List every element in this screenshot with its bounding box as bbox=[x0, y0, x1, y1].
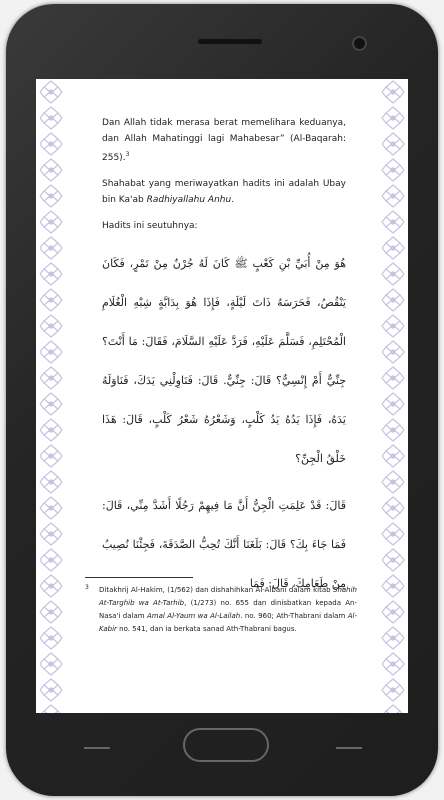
speaker-grille bbox=[198, 39, 262, 44]
front-camera bbox=[352, 36, 367, 51]
ebook-page[interactable] bbox=[36, 79, 408, 713]
page-body bbox=[102, 115, 346, 603]
back-button[interactable] bbox=[84, 747, 110, 749]
paragraph-narrator: Shahabat yang meriwayatkan hadits ini adalah Ubay bin Ka'ab Radhiyallahu Anhu. bbox=[102, 179, 346, 205]
footnote-text: Ditakhrij Al-Hakim, (1/562) dan dishahihkan Al-Albani dalam kitab Shahih At-Targhib wa At-Tarhib, (1/273) no. 655 dan dinisbatkan kepada An-Nasa'i dalam Amal Al-Yaum wa Al-Lailah. no. 960; Ath-Thabrani dalam Al-Kabir no. 541, dan ia berkata sanad Ath-Thabrani bagus. bbox=[99, 586, 358, 633]
arabic-text-block-1: هُوَ مِنْ أُبَيِّ بْنِ كَعْبٍ ﷺ كَانَ لَهُ جُرْنٌ مِنْ تَمْرٍ، فَكَانَ يَنْقُصُ، فَحَرَسَهُ ذَاتَ لَيْلَةٍ، فَإِذَا هُوَ بِدَابَّةٍ شِبْهِ الْغُلَامِ الْمُحْتَلِمِ، فَسَلَّمَ عَلَيْهِ، فَرَدَّ عَلَيْهِ السَّلَامَ، فَقَالَ: مَا أَنْتَ؟ جِنِّيٌّ أَمْ إِنْسِيٌّ؟ قَالَ: جِنِّيٌّ. قَالَ: فَنَاوِلْنِي يَدَكَ، فَنَاوَلَهُ يَدَهُ، فَإِذَا يَدُهُ يَدُ كَلْبٍ، وَشَعْرُهُ شَعْرُ كَلْبٍ، قَالَ: هَذَا خَلْقُ الْجِنِّ؟ bbox=[102, 257, 346, 465]
footnote-ref[interactable]: 3 bbox=[125, 151, 130, 158]
arabic-text-block-2: قَالَ: قَدْ عَلِمَتِ الْجِنُّ أَنَّ مَا فِيهِمْ رَجُلًا أَشَدَّ مِنِّي، قَالَ: فَمَا جَاءَ بِكَ؟ قَالَ: بَلَغَنَا أَنَّكَ تُحِبُّ الصَّدَقَةَ، فَجِئْنَا نُصِيبُ مِنْ طَعَامِكَ، قَالَ: فَمَا bbox=[102, 499, 346, 590]
menu-button[interactable] bbox=[336, 747, 362, 749]
honorific: Radhiyallahu Anhu bbox=[146, 195, 232, 205]
ornament-border-left bbox=[36, 79, 66, 713]
footnote bbox=[85, 584, 357, 636]
footnote-number: 3 bbox=[85, 584, 89, 591]
paragraph-hadith-intro: Hadits ini seutuhnya: bbox=[102, 221, 198, 231]
footnote-divider bbox=[85, 577, 193, 578]
ornament-border-right bbox=[378, 79, 408, 713]
paragraph-verse-end: Dan Allah tidak merasa berat memelihara keduanya, dan Allah Mahatinggi lagi Mahabesar” (Al-Baqarah: 255).$^3$ bbox=[102, 118, 346, 163]
home-button[interactable] bbox=[183, 728, 269, 762]
